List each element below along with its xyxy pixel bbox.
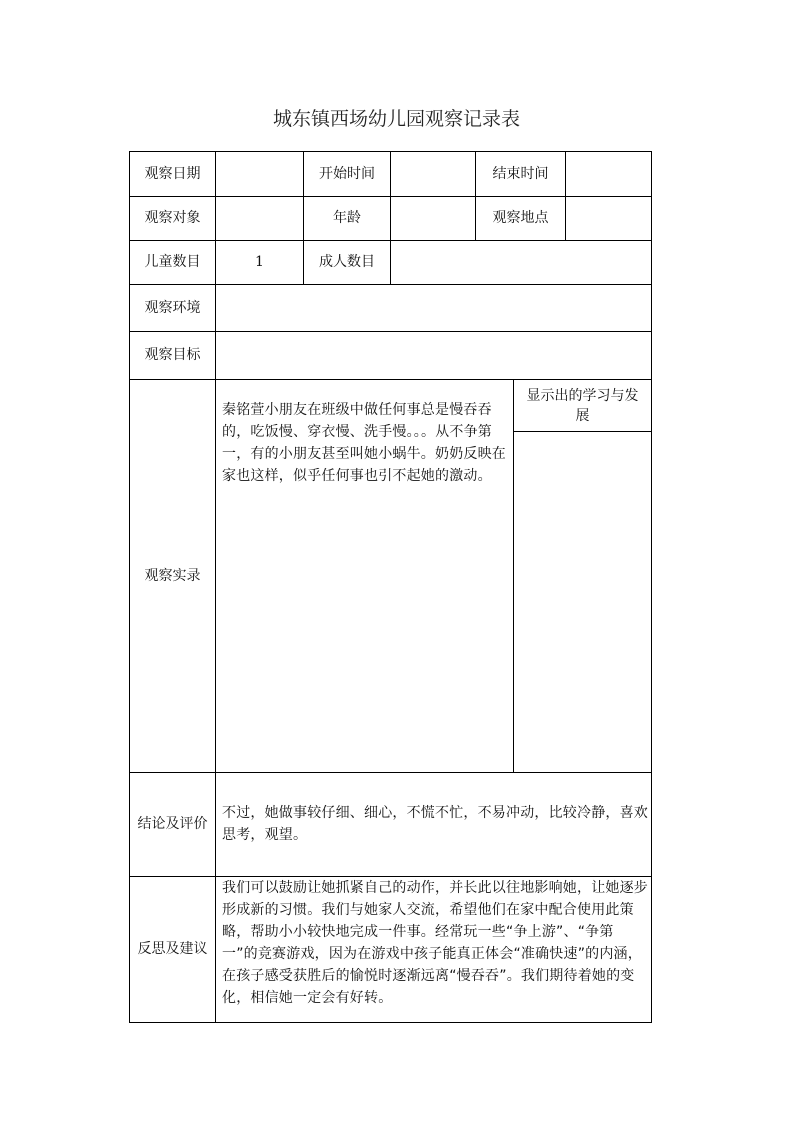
reflection-text: 我们可以鼓励让她抓紧自己的动作，并长此以往地影响她，让她逐步形成新的习惯。我们与她家人交流，希望他们在家中配合使用此策略，帮助小小较快地完成一件事。经常玩一些“争上游”、“争第一”的竞赛游戏，因为在游戏中孩子能真正体会“准确快速”的内涵，在孩子感受获胜后的愉悦时逐渐远离“慢吞吞”。我们期待着她的变化，相信她一定会有好转。 bbox=[222, 880, 648, 1006]
end-time-value[interactable] bbox=[566, 152, 651, 196]
conclusion-text: 不过，她做事较仔细、细心，不慌不忙，不易冲动，比较冷静，喜欢思考，观望。 bbox=[222, 805, 648, 843]
record-text: 秦铭萱小朋友在班级中做任何事总是慢吞吞的，吃饭慢、穿衣慢、洗手慢。。。从不争第一，有的小朋友甚至叫她小蜗牛。奶奶反映在家也这样，似乎任何事也引不起她的激动。 bbox=[222, 402, 506, 484]
label-child-count: 儿童数目 bbox=[144, 254, 201, 271]
label-end-time: 结束时间 bbox=[492, 165, 549, 182]
label-age: 年龄 bbox=[333, 210, 361, 227]
observe-date-value[interactable] bbox=[216, 152, 303, 196]
label-environment: 观察环境 bbox=[144, 299, 201, 316]
start-time-value[interactable] bbox=[391, 152, 475, 196]
goal-value[interactable] bbox=[216, 332, 651, 379]
label-observe-target: 观察对象 bbox=[144, 210, 201, 227]
label-record: 观察实录 bbox=[144, 567, 201, 584]
label-adult-count: 成人数目 bbox=[319, 254, 375, 271]
label-goal: 观察目标 bbox=[144, 347, 201, 364]
age-value[interactable] bbox=[391, 197, 475, 240]
environment-value[interactable] bbox=[216, 285, 651, 331]
label-observe-date: 观察日期 bbox=[144, 165, 201, 182]
label-start-time: 开始时间 bbox=[319, 165, 375, 182]
adult-count-value[interactable] bbox=[391, 241, 651, 284]
observe-place-value[interactable] bbox=[566, 197, 651, 240]
label-learning-development: 显示出的学习与发展 bbox=[526, 387, 639, 424]
learning-development-value[interactable] bbox=[514, 432, 651, 772]
page-title: 城东镇西场幼儿园观察记录表 bbox=[272, 108, 520, 130]
observe-target-value[interactable] bbox=[216, 197, 303, 240]
label-conclusion: 结论及评价 bbox=[137, 816, 208, 833]
child-count-value[interactable]: 1 bbox=[255, 254, 264, 271]
label-reflection: 反思及建议 bbox=[137, 941, 208, 958]
label-observe-place: 观察地点 bbox=[492, 210, 549, 227]
